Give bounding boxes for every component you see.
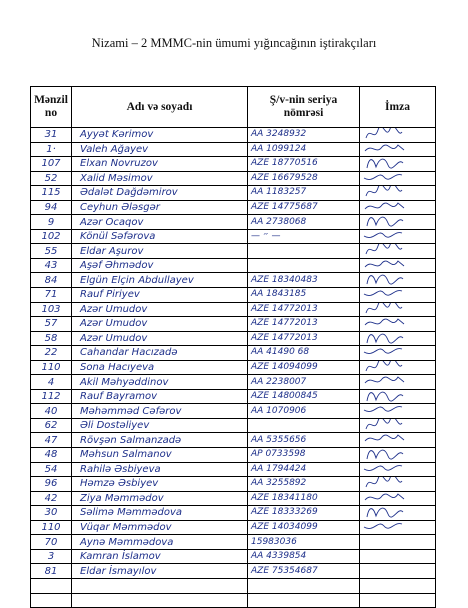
unit-cell: 62	[31, 418, 72, 433]
handwritten-signature	[364, 360, 404, 375]
name-cell: Eldar İsmayılov	[72, 564, 248, 579]
id-cell: AZE 18340483	[248, 273, 360, 288]
signature-cell	[360, 477, 436, 492]
table-row	[31, 171, 436, 186]
table-row	[31, 404, 436, 419]
name-cell: Aşəf Əhmədov	[72, 258, 248, 273]
unit-cell: 70	[31, 535, 72, 550]
unit-cell: 9	[31, 215, 72, 230]
handwritten-signature	[364, 346, 404, 361]
id-cell: AA 1070906	[248, 404, 360, 419]
signature-cell	[360, 288, 436, 303]
handwritten-signature	[364, 273, 404, 288]
table-row	[31, 433, 436, 448]
handwritten-signature	[364, 302, 404, 317]
id-cell	[248, 244, 360, 259]
name-cell: Xalid Məsimov	[72, 171, 248, 186]
id-cell: AZE 14034099	[248, 520, 360, 535]
table-row	[31, 477, 436, 492]
signature-cell	[360, 491, 436, 506]
name-cell	[72, 578, 248, 593]
handwritten-signature	[364, 404, 404, 419]
name-cell: Rövşən Salmanzadə	[72, 433, 248, 448]
handwritten-signature	[364, 448, 404, 463]
id-cell	[248, 593, 360, 608]
signature-cell	[360, 564, 436, 579]
signature-cell	[360, 593, 436, 608]
name-cell: Aynə Məmmədova	[72, 535, 248, 550]
table-row	[31, 418, 436, 433]
name-cell: Valeh Ağayev	[72, 142, 248, 157]
name-cell: Azər Ocaqov	[72, 215, 248, 230]
document-title: Nizami – 2 MMMC-nin ümumi yığıncağının iştirakçıları	[91, 36, 377, 50]
unit-cell: 110	[31, 360, 72, 375]
name-cell: Kamran İslamov	[72, 549, 248, 564]
unit-cell: 3	[31, 549, 72, 564]
table-row	[31, 448, 436, 463]
name-cell: Əli Dostəliyev	[72, 418, 248, 433]
name-cell: Rahilə Əsbiyeva	[72, 462, 248, 477]
table-row	[31, 331, 436, 346]
name-cell: Ceyhun Ələsgər	[72, 200, 248, 215]
id-cell: AA 1794424	[248, 462, 360, 477]
unit-cell: 4	[31, 375, 72, 390]
table-row	[31, 302, 436, 317]
id-cell: AP 0733598	[248, 448, 360, 463]
id-cell: AZE 18341180	[248, 491, 360, 506]
id-cell: AZE 14775687	[248, 200, 360, 215]
name-cell: Ayyət Kərimov	[72, 128, 248, 143]
id-cell	[248, 578, 360, 593]
handwritten-signature	[364, 418, 404, 433]
handwritten-signature	[364, 317, 404, 332]
table-row	[31, 520, 436, 535]
name-cell: Həmzə Əsbiyev	[72, 477, 248, 492]
unit-cell: 102	[31, 229, 72, 244]
handwritten-signature	[364, 157, 404, 172]
id-cell: AA 3248932	[248, 128, 360, 143]
id-cell: AA 2738068	[248, 215, 360, 230]
unit-cell: 103	[31, 302, 72, 317]
table-row	[31, 360, 436, 375]
signature-cell	[360, 404, 436, 419]
handwritten-signature	[364, 433, 404, 448]
header-name: Adı və soyadı	[72, 87, 248, 128]
unit-cell: 40	[31, 404, 72, 419]
id-cell: AA 1183257	[248, 186, 360, 201]
handwritten-signature	[364, 142, 404, 157]
table-row	[31, 578, 436, 593]
handwritten-signature	[364, 186, 404, 201]
signature-cell	[360, 244, 436, 259]
unit-cell: 57	[31, 317, 72, 332]
signature-cell	[360, 302, 436, 317]
id-cell: AA 4339854	[248, 549, 360, 564]
signature-cell	[360, 128, 436, 143]
handwritten-signature	[364, 288, 404, 303]
table-row	[31, 200, 436, 215]
id-cell	[248, 418, 360, 433]
signature-cell	[360, 317, 436, 332]
signature-cell	[360, 229, 436, 244]
signature-cell	[360, 389, 436, 404]
name-cell: Azər Umudov	[72, 302, 248, 317]
handwritten-signature	[364, 258, 404, 273]
name-cell: Rauf Bayramov	[72, 389, 248, 404]
id-cell: AZE 14772013	[248, 302, 360, 317]
table-row	[31, 564, 436, 579]
handwritten-signature	[364, 171, 404, 186]
id-cell: AA 1843185	[248, 288, 360, 303]
header-id: Ş/v-nin seriya nömrəsi	[248, 87, 360, 128]
handwritten-signature	[364, 491, 404, 506]
table-row	[31, 128, 436, 143]
name-cell: Könül Səfərova	[72, 229, 248, 244]
unit-cell: 22	[31, 346, 72, 361]
table-row	[31, 157, 436, 172]
unit-cell: 31	[31, 128, 72, 143]
signature-cell	[360, 462, 436, 477]
unit-cell: 55	[31, 244, 72, 259]
id-cell: AZE 14772013	[248, 317, 360, 332]
unit-cell: 30	[31, 506, 72, 521]
id-cell: AZE 75354687	[248, 564, 360, 579]
signature-cell	[360, 258, 436, 273]
signature-cell	[360, 346, 436, 361]
unit-cell: 84	[31, 273, 72, 288]
table-row	[31, 258, 436, 273]
table-row	[31, 273, 436, 288]
handwritten-signature	[364, 215, 404, 230]
handwritten-signature	[364, 477, 404, 492]
id-cell: AZE 18770516	[248, 157, 360, 172]
participants-table	[30, 86, 436, 608]
name-cell: Elgün Elçin Abdullayev	[72, 273, 248, 288]
unit-cell: 42	[31, 491, 72, 506]
signature-cell	[360, 418, 436, 433]
handwritten-signature	[364, 331, 404, 346]
unit-cell: 47	[31, 433, 72, 448]
unit-cell: 110	[31, 520, 72, 535]
header-sign: İmza	[360, 87, 436, 128]
name-cell: Azər Umudov	[72, 317, 248, 332]
unit-cell: 54	[31, 462, 72, 477]
table-row	[31, 215, 436, 230]
unit-cell: 94	[31, 200, 72, 215]
handwritten-signature	[364, 506, 404, 521]
signature-cell	[360, 142, 436, 157]
name-cell: Azər Umudov	[72, 331, 248, 346]
signature-cell	[360, 506, 436, 521]
id-cell: AA 2238007	[248, 375, 360, 390]
table-row	[31, 288, 436, 303]
id-cell: AA 5355656	[248, 433, 360, 448]
id-cell: AZE 14800845	[248, 389, 360, 404]
name-cell: Akil Məhyəddinov	[72, 375, 248, 390]
name-cell: Səlimə Məmmədova	[72, 506, 248, 521]
table-row	[31, 462, 436, 477]
id-cell: AA 3255892	[248, 477, 360, 492]
id-cell: AZE 14094099	[248, 360, 360, 375]
table-row	[31, 375, 436, 390]
id-cell: AZE 14772013	[248, 331, 360, 346]
handwritten-signature	[364, 389, 404, 404]
signature-cell	[360, 448, 436, 463]
unit-cell: 43	[31, 258, 72, 273]
name-cell: Ədalət Dağdəmirov	[72, 186, 248, 201]
signature-cell	[360, 535, 436, 550]
table-row	[31, 244, 436, 259]
signature-cell	[360, 215, 436, 230]
signature-cell	[360, 549, 436, 564]
unit-cell: 107	[31, 157, 72, 172]
id-cell: AZE 16679528	[248, 171, 360, 186]
header-unit: Mənzil no	[31, 87, 72, 128]
id-cell: AA 41490 68	[248, 346, 360, 361]
name-cell: Ziya Məmmədov	[72, 491, 248, 506]
signature-cell	[360, 360, 436, 375]
handwritten-signature	[364, 244, 404, 259]
name-cell: Cahandar Hacızadə	[72, 346, 248, 361]
unit-cell: 115	[31, 186, 72, 201]
unit-cell: 1·	[31, 142, 72, 157]
id-cell: AZE 18333269	[248, 506, 360, 521]
unit-cell: 58	[31, 331, 72, 346]
signature-cell	[360, 200, 436, 215]
id-cell	[248, 258, 360, 273]
signature-cell	[360, 186, 436, 201]
handwritten-signature	[364, 229, 404, 244]
table-row	[31, 535, 436, 550]
signature-cell	[360, 578, 436, 593]
unit-cell: 96	[31, 477, 72, 492]
unit-cell	[31, 578, 72, 593]
table-row	[31, 491, 436, 506]
signature-cell	[360, 171, 436, 186]
signature-cell	[360, 157, 436, 172]
table-row	[31, 549, 436, 564]
name-cell: Elxan Novruzov	[72, 157, 248, 172]
table-header-row	[31, 87, 436, 128]
name-cell: Rauf Piriyev	[72, 288, 248, 303]
table-row	[31, 317, 436, 332]
unit-cell: 71	[31, 288, 72, 303]
table-row	[31, 593, 436, 608]
signature-cell	[360, 273, 436, 288]
table-row	[31, 229, 436, 244]
unit-cell: 112	[31, 389, 72, 404]
id-cell: 15983036	[248, 535, 360, 550]
name-cell: Sona Hacıyeva	[72, 360, 248, 375]
unit-cell: 48	[31, 448, 72, 463]
signature-cell	[360, 331, 436, 346]
signature-cell	[360, 375, 436, 390]
table-row	[31, 346, 436, 361]
id-cell: — ״ —	[248, 229, 360, 244]
handwritten-signature	[364, 462, 404, 477]
table-row	[31, 142, 436, 157]
name-cell: Məhəmməd Cəfərov	[72, 404, 248, 419]
unit-cell	[31, 593, 72, 608]
handwritten-signature	[364, 520, 404, 535]
table-row	[31, 186, 436, 201]
id-cell: AA 1099124	[248, 142, 360, 157]
handwritten-signature	[364, 375, 404, 390]
unit-cell: 52	[31, 171, 72, 186]
name-cell	[72, 593, 248, 608]
table-row	[31, 506, 436, 521]
handwritten-signature	[364, 128, 404, 143]
signature-cell	[360, 520, 436, 535]
name-cell: Vüqar Məmmədov	[72, 520, 248, 535]
signature-cell	[360, 433, 436, 448]
unit-cell: 81	[31, 564, 72, 579]
handwritten-signature	[364, 200, 404, 215]
name-cell: Eldar Aşurov	[72, 244, 248, 259]
table-row	[31, 389, 436, 404]
name-cell: Məhsun Salmanov	[72, 448, 248, 463]
